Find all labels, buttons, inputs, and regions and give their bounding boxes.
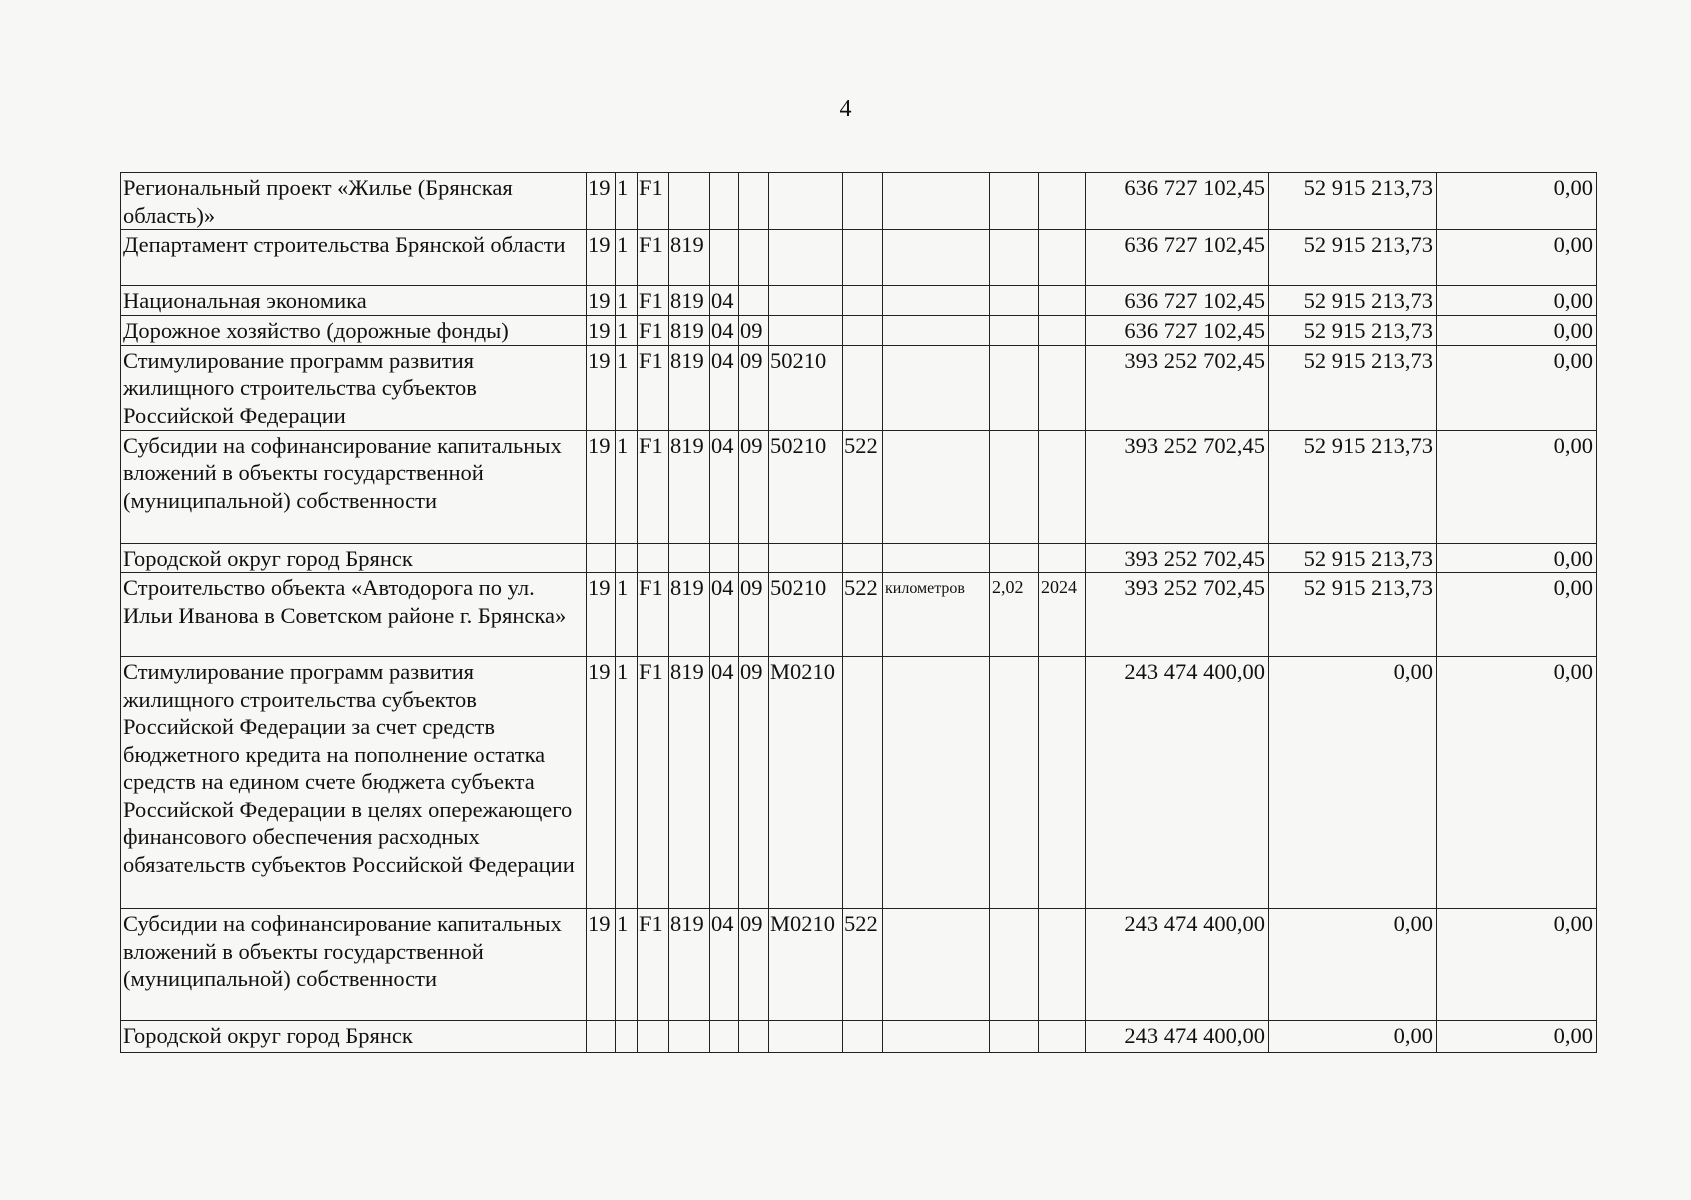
code-subsection bbox=[739, 230, 769, 286]
unit-of-measure bbox=[883, 543, 990, 573]
row-name: Департамент строительства Брянской области bbox=[121, 230, 587, 286]
code-subsection bbox=[739, 543, 769, 573]
code-subsection: 09 bbox=[739, 345, 769, 430]
code-section bbox=[710, 1021, 739, 1053]
amount-year-2: 0,00 bbox=[1269, 909, 1437, 1021]
capacity-value bbox=[990, 543, 1039, 573]
code-program bbox=[587, 543, 616, 573]
code-subprogram: 1 bbox=[616, 573, 638, 657]
code-program: 19 bbox=[587, 230, 616, 286]
code-subprogram: 1 bbox=[616, 909, 638, 1021]
commissioning-year bbox=[1039, 230, 1086, 286]
code-subsection bbox=[739, 1021, 769, 1053]
capacity-value bbox=[990, 430, 1039, 543]
code-department: 819 bbox=[669, 230, 710, 286]
amount-year-1: 393 252 702,45 bbox=[1086, 573, 1269, 657]
code-subprogram: 1 bbox=[616, 430, 638, 543]
commissioning-year: 2024 bbox=[1039, 573, 1086, 657]
code-subprogram: 1 bbox=[616, 230, 638, 286]
table-row bbox=[121, 573, 1597, 657]
code-expense-type bbox=[843, 316, 883, 346]
amount-year-3: 0,00 bbox=[1437, 430, 1597, 543]
code-subsection bbox=[739, 286, 769, 316]
code-expense-type bbox=[843, 286, 883, 316]
capacity-value: 2,02 bbox=[990, 573, 1039, 657]
code-project: F1 bbox=[638, 286, 669, 316]
code-department: 819 bbox=[669, 430, 710, 543]
amount-year-3: 0,00 bbox=[1437, 316, 1597, 346]
code-target-article bbox=[769, 316, 843, 346]
code-section: 04 bbox=[710, 573, 739, 657]
code-department: 819 bbox=[669, 286, 710, 316]
commissioning-year bbox=[1039, 1021, 1086, 1053]
amount-year-2: 52 915 213,73 bbox=[1269, 173, 1437, 230]
commissioning-year bbox=[1039, 345, 1086, 430]
code-department: 819 bbox=[669, 316, 710, 346]
unit-of-measure bbox=[883, 345, 990, 430]
amount-year-2: 52 915 213,73 bbox=[1269, 286, 1437, 316]
amount-year-3: 0,00 bbox=[1437, 573, 1597, 657]
commissioning-year bbox=[1039, 657, 1086, 909]
code-department bbox=[669, 543, 710, 573]
amount-year-2: 52 915 213,73 bbox=[1269, 316, 1437, 346]
code-program: 19 bbox=[587, 909, 616, 1021]
row-name: Городской округ город Брянск bbox=[121, 543, 587, 573]
code-department: 819 bbox=[669, 345, 710, 430]
capacity-value bbox=[990, 230, 1039, 286]
amount-year-3: 0,00 bbox=[1437, 286, 1597, 316]
code-expense-type: 522 bbox=[843, 573, 883, 657]
code-target-article: 50210 bbox=[769, 430, 843, 543]
unit-of-measure: километров bbox=[883, 573, 990, 657]
code-expense-type bbox=[843, 345, 883, 430]
code-program: 19 bbox=[587, 286, 616, 316]
code-subprogram: 1 bbox=[616, 173, 638, 230]
amount-year-2: 0,00 bbox=[1269, 657, 1437, 909]
row-name: Субсидии на софинансирование капитальных вложений в объекты государственной (муниципальной) собственности bbox=[121, 430, 587, 543]
table-row bbox=[121, 345, 1597, 430]
code-target-article bbox=[769, 173, 843, 230]
code-subprogram bbox=[616, 543, 638, 573]
code-section: 04 bbox=[710, 345, 739, 430]
amount-year-3: 0,00 bbox=[1437, 657, 1597, 909]
code-department bbox=[669, 1021, 710, 1053]
code-expense-type bbox=[843, 543, 883, 573]
capacity-value bbox=[990, 657, 1039, 909]
amount-year-2: 52 915 213,73 bbox=[1269, 430, 1437, 543]
code-program: 19 bbox=[587, 573, 616, 657]
amount-year-1: 243 474 400,00 bbox=[1086, 909, 1269, 1021]
page-number: 4 bbox=[839, 96, 852, 122]
unit-of-measure bbox=[883, 1021, 990, 1053]
code-program: 19 bbox=[587, 316, 616, 346]
amount-year-3: 0,00 bbox=[1437, 909, 1597, 1021]
amount-year-3: 0,00 bbox=[1437, 230, 1597, 286]
unit-of-measure bbox=[883, 316, 990, 346]
code-expense-type bbox=[843, 173, 883, 230]
commissioning-year bbox=[1039, 316, 1086, 346]
code-target-article: M0210 bbox=[769, 657, 843, 909]
commissioning-year bbox=[1039, 430, 1086, 543]
capacity-value bbox=[990, 173, 1039, 230]
code-target-article bbox=[769, 286, 843, 316]
amount-year-2: 52 915 213,73 bbox=[1269, 573, 1437, 657]
code-expense-type: 522 bbox=[843, 909, 883, 1021]
code-subprogram: 1 bbox=[616, 316, 638, 346]
code-project: F1 bbox=[638, 909, 669, 1021]
code-project bbox=[638, 1021, 669, 1053]
row-name: Стимулирование программ развития жилищного строительства субъектов Российской Федерации за счет средств бюджетного кредита на пополнение остатка средств на едином счете бюджета субъекта Российской Федерации в целях опережающего финансового обеспечения расходных обязательств субъектов Российской Федерации bbox=[121, 657, 587, 909]
table-row bbox=[121, 657, 1597, 909]
capacity-value bbox=[990, 286, 1039, 316]
code-expense-type bbox=[843, 230, 883, 286]
code-expense-type bbox=[843, 1021, 883, 1053]
code-department: 819 bbox=[669, 573, 710, 657]
code-subsection: 09 bbox=[739, 573, 769, 657]
amount-year-1: 636 727 102,45 bbox=[1086, 316, 1269, 346]
code-section bbox=[710, 543, 739, 573]
code-section: 04 bbox=[710, 286, 739, 316]
amount-year-3: 0,00 bbox=[1437, 173, 1597, 230]
code-program bbox=[587, 1021, 616, 1053]
amount-year-2: 52 915 213,73 bbox=[1269, 543, 1437, 573]
commissioning-year bbox=[1039, 909, 1086, 1021]
amount-year-1: 393 252 702,45 bbox=[1086, 543, 1269, 573]
code-section: 04 bbox=[710, 430, 739, 543]
code-target-article: 50210 bbox=[769, 573, 843, 657]
amount-year-2: 52 915 213,73 bbox=[1269, 345, 1437, 430]
row-name: Региональный проект «Жилье (Брянская область)» bbox=[121, 173, 587, 230]
code-section: 04 bbox=[710, 657, 739, 909]
code-subsection: 09 bbox=[739, 316, 769, 346]
code-project: F1 bbox=[638, 573, 669, 657]
code-target-article: 50210 bbox=[769, 345, 843, 430]
amount-year-1: 636 727 102,45 bbox=[1086, 173, 1269, 230]
budget-table bbox=[120, 172, 1597, 1053]
row-name: Строительство объекта «Автодорога по ул. Ильи Иванова в Советском районе г. Брянска» bbox=[121, 573, 587, 657]
code-target-article bbox=[769, 543, 843, 573]
code-subsection: 09 bbox=[739, 430, 769, 543]
table-row bbox=[121, 1021, 1597, 1053]
unit-of-measure bbox=[883, 286, 990, 316]
code-subprogram: 1 bbox=[616, 345, 638, 430]
code-project: F1 bbox=[638, 430, 669, 543]
table-row bbox=[121, 316, 1597, 346]
code-program: 19 bbox=[587, 173, 616, 230]
code-subprogram: 1 bbox=[616, 657, 638, 909]
unit-of-measure bbox=[883, 430, 990, 543]
code-expense-type: 522 bbox=[843, 430, 883, 543]
code-subsection: 09 bbox=[739, 657, 769, 909]
unit-of-measure bbox=[883, 230, 990, 286]
row-name: Стимулирование программ развития жилищного строительства субъектов Российской Федерации bbox=[121, 345, 587, 430]
commissioning-year bbox=[1039, 543, 1086, 573]
code-subprogram bbox=[616, 1021, 638, 1053]
code-section bbox=[710, 230, 739, 286]
code-section: 04 bbox=[710, 316, 739, 346]
amount-year-3: 0,00 bbox=[1437, 543, 1597, 573]
code-target-article bbox=[769, 1021, 843, 1053]
row-name: Субсидии на софинансирование капитальных вложений в объекты государственной (муниципальной) собственности bbox=[121, 909, 587, 1021]
table-row bbox=[121, 230, 1597, 286]
unit-of-measure bbox=[883, 657, 990, 909]
unit-of-measure bbox=[883, 909, 990, 1021]
code-project: F1 bbox=[638, 173, 669, 230]
amount-year-1: 243 474 400,00 bbox=[1086, 1021, 1269, 1053]
code-department: 819 bbox=[669, 657, 710, 909]
commissioning-year bbox=[1039, 173, 1086, 230]
amount-year-2: 0,00 bbox=[1269, 1021, 1437, 1053]
code-section bbox=[710, 173, 739, 230]
table-row bbox=[121, 286, 1597, 316]
table-row bbox=[121, 909, 1597, 1021]
code-project: F1 bbox=[638, 345, 669, 430]
capacity-value bbox=[990, 345, 1039, 430]
code-project: F1 bbox=[638, 316, 669, 346]
code-project: F1 bbox=[638, 230, 669, 286]
code-subsection bbox=[739, 173, 769, 230]
table-row bbox=[121, 173, 1597, 230]
capacity-value bbox=[990, 316, 1039, 346]
amount-year-1: 636 727 102,45 bbox=[1086, 286, 1269, 316]
code-program: 19 bbox=[587, 430, 616, 543]
row-name: Национальная экономика bbox=[121, 286, 587, 316]
unit-of-measure bbox=[883, 173, 990, 230]
code-project bbox=[638, 543, 669, 573]
amount-year-3: 0,00 bbox=[1437, 1021, 1597, 1053]
amount-year-1: 636 727 102,45 bbox=[1086, 230, 1269, 286]
table-row bbox=[121, 430, 1597, 543]
code-subprogram: 1 bbox=[616, 286, 638, 316]
code-project: F1 bbox=[638, 657, 669, 909]
code-program: 19 bbox=[587, 657, 616, 909]
capacity-value bbox=[990, 909, 1039, 1021]
row-name: Дорожное хозяйство (дорожные фонды) bbox=[121, 316, 587, 346]
code-section: 04 bbox=[710, 909, 739, 1021]
code-department bbox=[669, 173, 710, 230]
code-program: 19 bbox=[587, 345, 616, 430]
amount-year-2: 52 915 213,73 bbox=[1269, 230, 1437, 286]
table-row bbox=[121, 543, 1597, 573]
code-target-article bbox=[769, 230, 843, 286]
capacity-value bbox=[990, 1021, 1039, 1053]
code-expense-type bbox=[843, 657, 883, 909]
amount-year-1: 243 474 400,00 bbox=[1086, 657, 1269, 909]
code-department: 819 bbox=[669, 909, 710, 1021]
code-target-article: M0210 bbox=[769, 909, 843, 1021]
row-name: Городской округ город Брянск bbox=[121, 1021, 587, 1053]
amount-year-3: 0,00 bbox=[1437, 345, 1597, 430]
amount-year-1: 393 252 702,45 bbox=[1086, 430, 1269, 543]
commissioning-year bbox=[1039, 286, 1086, 316]
code-subsection: 09 bbox=[739, 909, 769, 1021]
amount-year-1: 393 252 702,45 bbox=[1086, 345, 1269, 430]
